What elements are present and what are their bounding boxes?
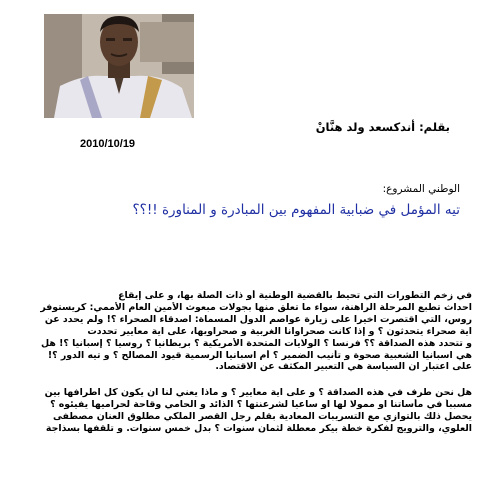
- text-line: احداث تطبع المرحلة الراهنة، سواء ما تعلق منها بجولات مبعوث الأمين العام الأممي: كريستوفر: [40, 301, 472, 313]
- publication-date: 2010/10/19: [80, 138, 136, 150]
- text-line: هل نحن طرف في هذه الصداقة ؟ و على اية معايير ؟ و ماذا يعني لنا ان يكون كل اطرافها بين: [44, 387, 472, 399]
- text-line: مسبباً في مأساتنا او ممولا لها او ساعيا لشرعنتها ؟ الذائد و الحامي وقاحة لحراميها يفيئوه ؟: [50, 399, 472, 411]
- text-line: يحصل ذلك بالتوازي مع التسريبات المعادية بقلم رجل القصر الملكي مطلوق العنان مصطفى: [53, 411, 472, 423]
- paragraph: [20, 290, 472, 373]
- text-line: اية صحراء يتحدثون ؟ و إذا كانت صحراوانا الغربية و صحراويها، على اية معايير تحددت: [87, 325, 472, 337]
- text-line: في زخم التطورات التي تحيط بالقضية الوطنية أو ذات الصلة بها، و على إيقاع: [118, 290, 472, 301]
- text-line: العلوي، والترويج لفكرة خطة بيكر معطلة لثمان سنوات ؟ بدل خمس سنوات. و تلقفها بسذاجة: [45, 423, 472, 435]
- text-line: و تتحدد هذه الصداقة ؟؟ فرنسا ؟ الولايات المتحدة الأمريكية ؟ بريطانيا ؟ روسيا ؟ إسبانيا ؟! هل: [40, 337, 472, 349]
- text-line: على اعتبار ان السياسة هي التعبير المكثف عن الاقتصاد.: [215, 361, 472, 373]
- paragraph: [20, 387, 472, 435]
- article-headline: تيه المؤمل في ضبابية المفهوم بين المبادرة و المناورة !!؟؟: [132, 202, 460, 218]
- author-photo: [44, 14, 194, 118]
- author-byline: بقلم: أندكسعد ولد هنَّانْ: [315, 120, 450, 134]
- text-line: روس، التي اقتصرت اخيرا على زيارة عواصم الدول المسماة: اصدقاء الصحراء ؟! ولم يحدد عن: [44, 313, 472, 325]
- article-body: [20, 290, 472, 435]
- section-label: الوطني المشروع:: [382, 183, 460, 195]
- text-line: هي اسبانيا الشعبية صحوة و تأنيب الضمير ؟ أم اسبانيا الرسمية قيود المصالح ؟ و تيه الدور ؟!: [47, 349, 472, 361]
